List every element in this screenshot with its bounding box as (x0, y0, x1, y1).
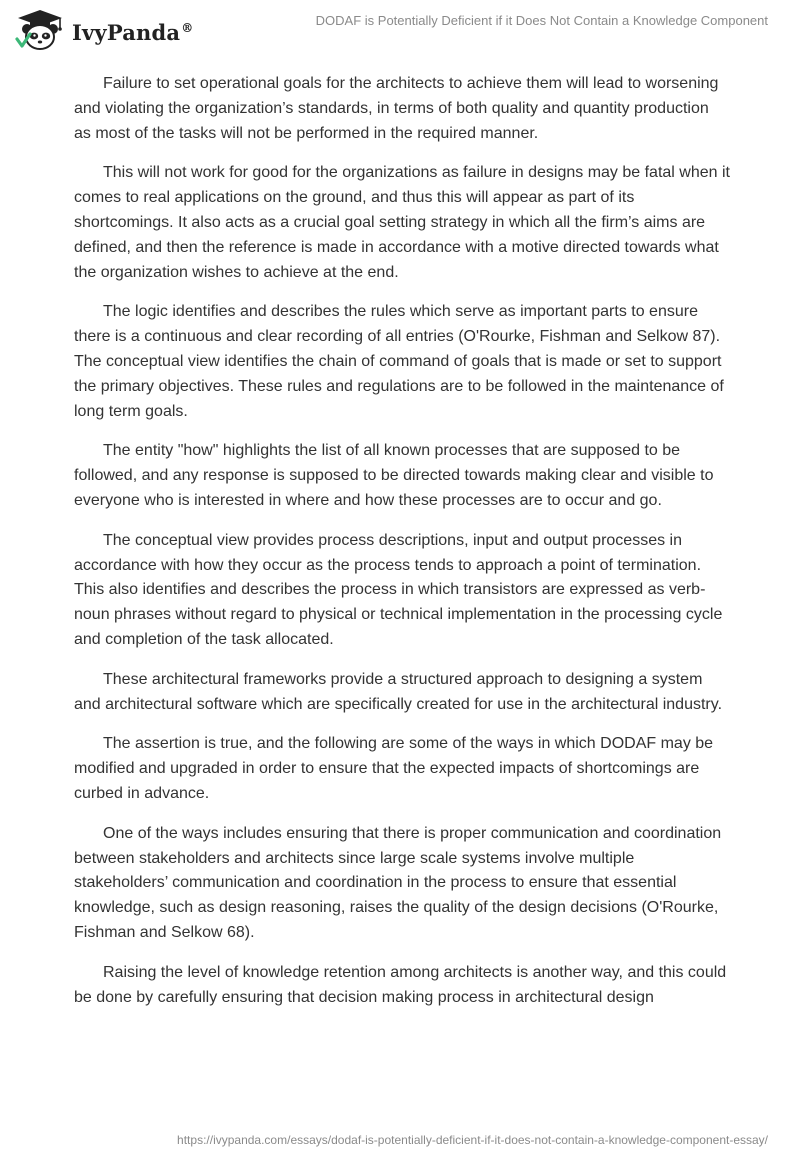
panda-graduate-icon (14, 8, 66, 52)
paragraph: The logic identifies and describes the rules which serve as important parts to ensure there is a continuous and clear recording of all entries (O'Rourke, Fishman and Selkow 87). The conceptual view identifies the chain of command of goals that is made or set to support the primary objectives. These rules and regulations are to be followed in the maintenance of long term goals. (74, 303, 724, 420)
brand-name: IvyPanda® (72, 19, 194, 45)
paragraph: Raising the level of knowledge retention among architects is another way, and this could be done by carefully ensuring that decision making process in architectural design (74, 963, 727, 1006)
paragraph: The entity "how" highlights the list of all known processes that are supposed to be followed, and any response is supposed to be directed towards making clear and visible to everyone who is interested in where and how these processes are to occur and go. (74, 442, 714, 509)
paragraph: The conceptual view provides process descriptions, input and output processes in accordance with how they occur as the process tends to approach a point of termination. This also identifies and describes the process in which transistors are expressed as verb-noun phrases without regard to physical or technical implementation in the processing cycle and completion of the task allocated. (74, 531, 723, 648)
paragraph: Failure to set operational goals for the architects to achieve them will lead to worsening and violating the organization’s standards, in terms of both quality and quantity production as most of the tasks will not be performed in the required manner. (74, 75, 719, 142)
paragraph: One of the ways includes ensuring that there is proper communication and coordination between stakeholders and architects since large scale systems involve multiple stakeholders’ communication and coordination in the process to ensure that essential knowledge, such as design reasoning, raises the quality of the design decisions (O'Rourke, Fishman and Selkow 68). (74, 824, 722, 941)
page-header (0, 0, 800, 60)
registered-mark: ® (181, 20, 194, 35)
essay-body (74, 72, 730, 1025)
paragraph: These architectural frameworks provide a structured approach to designing a system and architectural software which are specifically created for use in the architectural industry. (74, 670, 723, 713)
paragraph: The assertion is true, and the following are some of the ways in which DODAF may be modified and upgraded in order to ensure that the expected impacts of shortcomings are curbed in advance. (74, 735, 714, 802)
brand-logo[interactable] (14, 8, 193, 52)
running-title: DODAF is Potentially Deficient if it Does Not Contain a Knowledge Component (315, 13, 768, 28)
source-url[interactable]: https://ivypanda.com/essays/dodaf-is-potentially-deficient-if-it-does-not-contain-a-knowledge-component-essay/ (177, 1133, 768, 1147)
paragraph: This will not work for good for the organizations as failure in designs may be fatal when it comes to real applications on the ground, and thus this will appear as part of its shortcomings. It also acts as a crucial goal setting strategy in which all the firm’s aims are defined, and then the reference is made in accordance with a motive directed towards what the organization wishes to achieve at the end. (74, 164, 730, 281)
